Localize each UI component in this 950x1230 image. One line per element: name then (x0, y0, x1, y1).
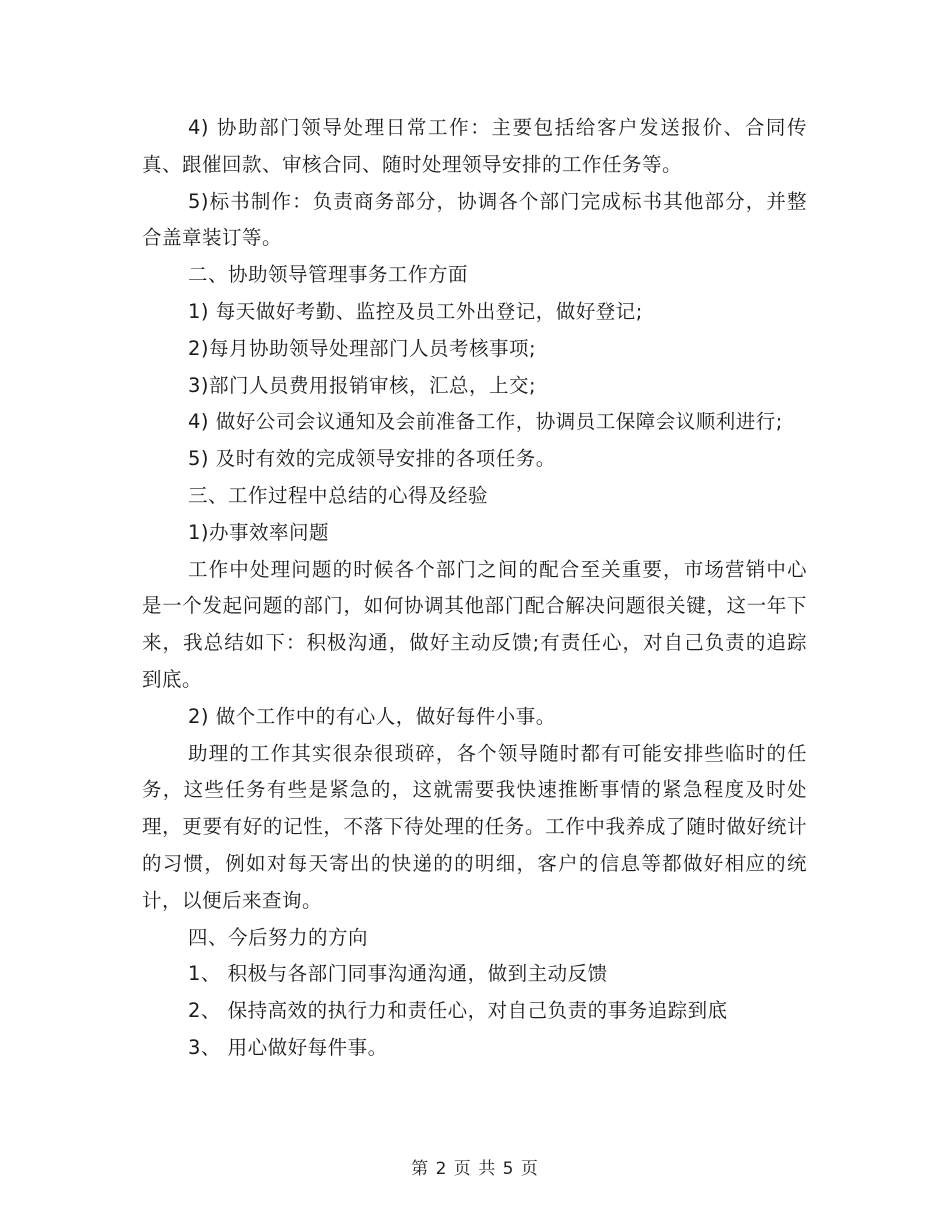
paragraph-attentive-heading: 2) 做个工作中的有心人，做好每件小事。 (188, 704, 556, 728)
paragraph-attendance: 1) 每天做好考勤、监控及员工外出登记，做好登记; (188, 299, 643, 323)
paragraph-efficiency-heading: 1)办事效率问题 (188, 520, 330, 544)
page-number-footer: 第 2 页 共 5 页 (411, 1159, 539, 1179)
paragraph-assist-daily-work: 4) 协助部门领导处理日常工作：主要包括给客户发送报价、合同传真、跟催回款、审核合同、随时处理领导安排的工作任务等。 (142, 116, 807, 176)
paragraph-tender-making: 5)标书制作：负责商务部分，协调各个部门完成标书其他部分，并整合盖章装订等。 (142, 189, 807, 250)
section-heading-future: 四、今后努力的方向 (188, 925, 369, 949)
paragraph-assistant-work-body: 助理的工作其实很杂很琐碎，各个领导随时都有可能安排些临时的任务，这些任务有些是紧急的，这就需要我快速推断事情的紧急程度及时处理，更要有好的记性，不落下待处理的任务。工作中我养成了随时做好统计的习惯，例如对每天寄出的快递的的明细，客户的信息等都做好相应的统计，以便后来查询。 (142, 741, 807, 912)
list-item-communicate: 1、 积极与各部门同事沟通沟通，做到主动反馈 (188, 962, 608, 986)
section-heading-management: 二、协助领导管理事务工作方面 (188, 263, 469, 287)
paragraph-efficiency-body: 工作中处理问题的时候各个部门之间的配合至关重要，市场营销中心是一个发起问题的部门，如何协调其他部门配合解决问题很关键，这一年下来，我总结如下：积极沟通，做好主动反馈;有责任心，对自己负责的追踪到底。 (142, 557, 807, 691)
list-item-diligence: 3、 用心做好每件事。 (188, 1035, 388, 1059)
paragraph-complete-tasks: 5) 及时有效的完成领导安排的各项任务。 (188, 447, 556, 471)
document-body (142, 110, 807, 1067)
paragraph-monthly-assessment: 2)每月协助领导处理部门人员考核事项; (188, 336, 537, 360)
list-item-execution: 2、 保持高效的执行力和责任心，对自己负责的事务追踪到底 (188, 999, 728, 1023)
section-heading-experience: 三、工作过程中总结的心得及经验 (188, 483, 489, 507)
paragraph-meeting-prep: 4) 做好公司会议通知及会前准备工作，协调员工保障会议顺利进行; (188, 410, 783, 434)
paragraph-expense-review: 3)部门人员费用报销审核，汇总，上交; (188, 373, 537, 397)
